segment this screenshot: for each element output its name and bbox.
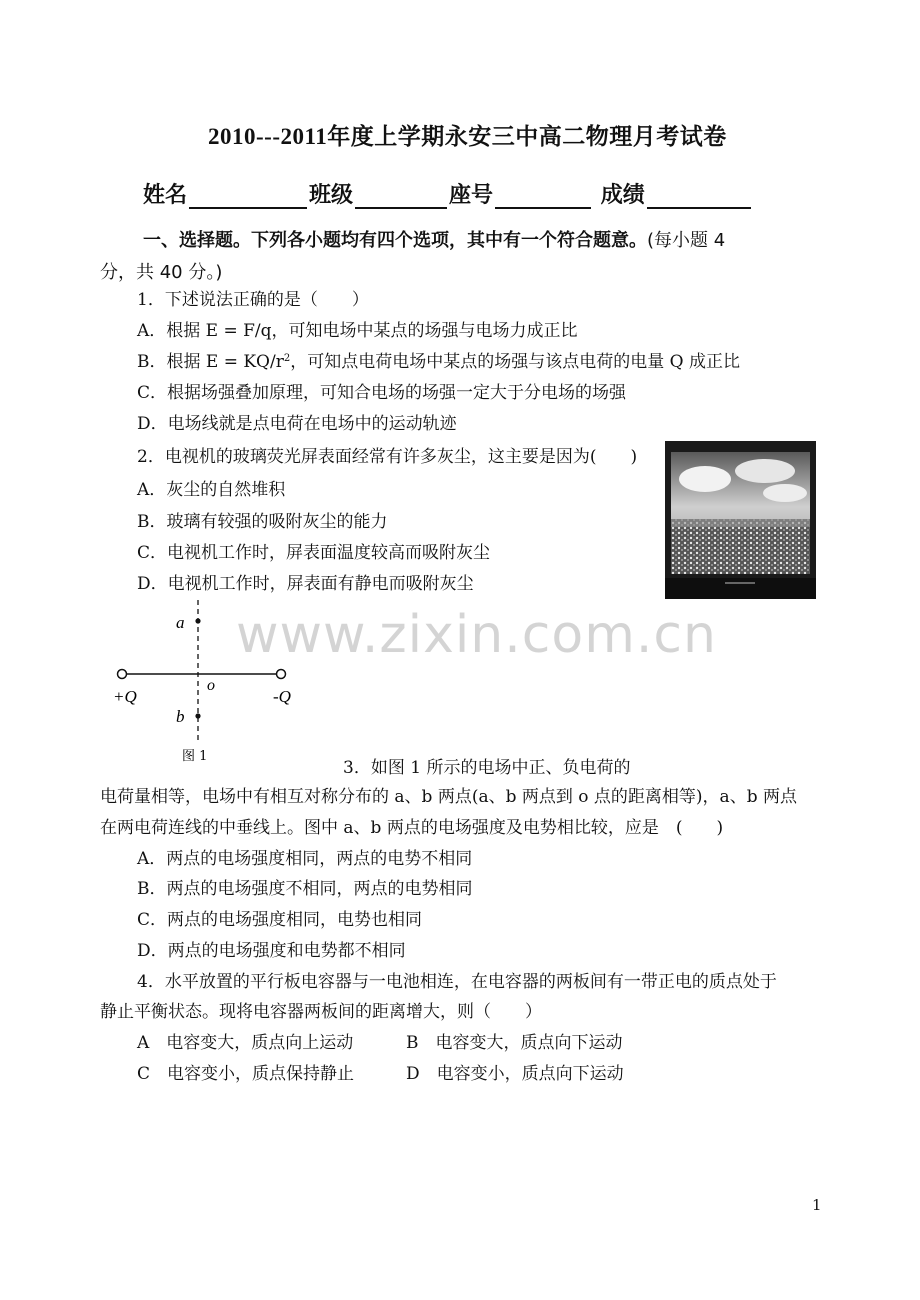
flower-field <box>671 519 810 574</box>
q1-option-b-sup: 2 <box>283 353 291 364</box>
q4-option-b: B 电容变大，质点向下运动 <box>406 1033 623 1053</box>
page-title: 2010---2011年度上学期永安三中高二物理月考试卷 <box>208 124 727 149</box>
q1-option-b <box>137 352 740 372</box>
name-blank <box>189 185 307 209</box>
section1-note-a: (每小题 4 <box>647 230 726 251</box>
name-label: 姓名 <box>143 183 188 208</box>
q1-option-d: D．电场线就是点电荷在电场中的运动轨迹 <box>137 414 457 434</box>
student-info-line <box>143 178 753 209</box>
section1-note-b: 分，共 40 分。) <box>100 262 223 283</box>
q3-option-c: C．两点的电场强度相同，电势也相同 <box>137 910 423 930</box>
class-label: 班级 <box>309 183 354 208</box>
section1-heading: 一、选择题。下列各小题均有四个选项，其中有一个符合题意。 <box>143 230 647 251</box>
television-image <box>665 441 816 599</box>
page-number: 1 <box>812 1196 822 1214</box>
q4-line1: 4．水平放置的平行板电容器与一电池相连，在电容器的两板间有一带正电的质点处于 <box>137 972 777 992</box>
cloud-shape <box>735 459 795 483</box>
q2-option-b: B．玻璃有较强的吸附灰尘的能力 <box>137 512 388 532</box>
q4-line2: 静止平衡状态。现将电容器两板间的距离增大，则（ ） <box>100 1002 542 1022</box>
label-o: o <box>207 677 215 694</box>
q3-option-d: D．两点的电场强度和电势都不相同 <box>137 941 406 961</box>
cloud-shape <box>679 466 731 492</box>
q4-option-d: D 电容变小，质点向下运动 <box>406 1064 624 1084</box>
positive-charge <box>118 670 127 679</box>
q3-line3: 在两电荷连线的中垂线上。图中 a、b 两点的电场强度及电势相比较，应是 ( ) <box>100 818 724 838</box>
score-label: 成绩 <box>600 183 645 208</box>
q4-option-c: C 电容变小，质点保持静止 <box>137 1064 355 1084</box>
seat-blank <box>495 185 591 209</box>
q4-option-a: A 电容变大，质点向上运动 <box>137 1033 354 1053</box>
label-a: a <box>176 613 185 632</box>
label-minus-q: -Q <box>273 687 291 706</box>
negative-charge <box>277 670 286 679</box>
q3-line1: 3．如图 1 所示的电场中正、负电荷的 <box>343 758 631 778</box>
seat-label: 座号 <box>449 183 494 208</box>
point-a <box>195 618 200 623</box>
q3-line2: 电荷量相等，电场中有相互对称分布的 a、b 两点(a、b 两点到 o 点的距离相等)，a、b 两点 <box>100 787 797 807</box>
q1-option-a: A．根据 E = F/q，可知电场中某点的场强与电场力成正比 <box>137 321 578 341</box>
q3-option-a: A．两点的电场强度相同，两点的电势不相同 <box>137 849 473 869</box>
q2-option-c: C．电视机工作时，屏表面温度较高而吸附灰尘 <box>137 543 491 563</box>
q2-option-a: A．灰尘的自然堆积 <box>137 480 286 500</box>
label-plus-q: +Q <box>113 687 137 706</box>
q1-option-b-post: ，可知点电荷电场中某点的场强与该点电荷的电量 Q 成正比 <box>290 352 740 372</box>
cloud-shape <box>763 484 807 502</box>
label-b: b <box>176 707 185 726</box>
q2-stem: 2．电视机的玻璃荧光屏表面经常有许多灰尘，这主要是因为( ) <box>137 447 638 467</box>
q3-option-b: B．两点的电场强度不相同，两点的电势相同 <box>137 879 473 899</box>
q2-option-d: D．电视机工作时，屏表面有静电而吸附灰尘 <box>137 574 474 594</box>
q1-option-c: C．根据场强叠加原理，可知合电场的场强一定大于分电场的场强 <box>137 383 627 403</box>
point-b <box>195 713 200 718</box>
tv-base <box>665 578 816 599</box>
q1-option-b-pre: B．根据 E = KQ/r <box>137 352 284 372</box>
score-blank <box>647 185 751 209</box>
section1-heading-line <box>143 226 725 252</box>
class-blank <box>355 185 447 209</box>
watermark-text: www.zixin.com.cn <box>236 605 717 665</box>
figure-caption: 图 1 <box>182 749 208 764</box>
q1-stem: 1．下述说法正确的是（ ） <box>137 290 369 310</box>
